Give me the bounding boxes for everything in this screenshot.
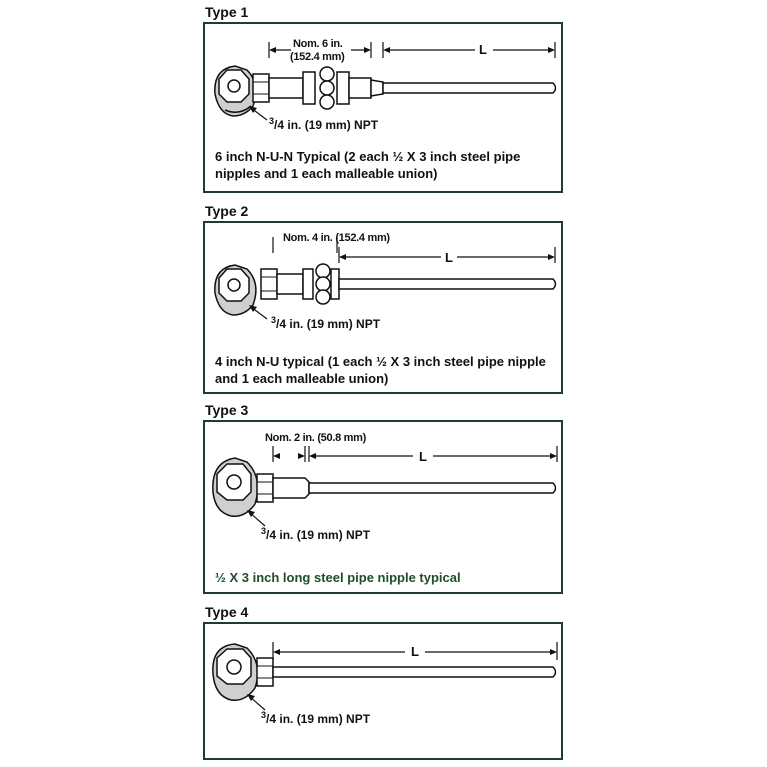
pipe-nipple-2	[349, 78, 371, 98]
type-2-nominal-line1: Nom. 4 in. (152.4 mm)	[283, 232, 390, 244]
connection-head-icon	[213, 644, 258, 700]
union-icon	[303, 67, 349, 109]
type-3-nominal-line1: Nom. 2 in. (50.8 mm)	[265, 432, 366, 444]
type-1-panel	[203, 22, 563, 193]
hex-fitting	[257, 658, 273, 686]
type-4-panel	[203, 622, 563, 760]
type-3-title: Type 3	[205, 402, 249, 418]
type-2-title: Type 2	[205, 203, 249, 219]
type-3-length-label: L	[419, 449, 427, 464]
hex-fitting	[261, 269, 277, 299]
type-2-description: 4 inch N-U typical (1 each ½ X 3 inch steel pipe nipple and 1 each malleable union)	[215, 354, 546, 386]
connection-head-icon	[215, 265, 256, 315]
sheath	[339, 279, 556, 289]
union-icon	[303, 264, 339, 304]
pipe-nipple	[277, 274, 303, 294]
type-1-npt-label: $^3$/4 in. (19 mm) NPT	[269, 116, 379, 132]
type-1-nominal-line1: Nom. 6 in.	[293, 38, 343, 50]
sheath	[309, 483, 556, 493]
type-3-description: ½ X 3 inch long steel pipe nipple typical	[215, 570, 461, 585]
type-1-nominal-line2: (152.4 mm)	[290, 51, 345, 63]
sheath	[273, 667, 556, 677]
pipe-nipple	[273, 478, 309, 498]
hex-fitting	[253, 74, 269, 102]
sheath	[383, 83, 556, 93]
type-3-npt-label: $^3$/4 in. (19 mm) NPT	[261, 526, 371, 542]
type-3-panel	[203, 420, 563, 594]
type-2-npt-label: $^3$/4 in. (19 mm) NPT	[271, 315, 381, 331]
type-4-npt-label: $^3$/4 in. (19 mm) NPT	[261, 710, 371, 726]
connection-head-icon	[213, 458, 258, 516]
type-4-title: Type 4	[205, 604, 249, 620]
type-4-length-label: L	[411, 644, 419, 659]
type-1-length-label: L	[479, 42, 487, 57]
type-4-assembly-drawing	[205, 624, 565, 762]
type-2-panel	[203, 221, 563, 394]
connection-head-icon	[215, 66, 256, 116]
type-1-title: Type 1	[205, 4, 249, 20]
hex-fitting	[257, 474, 273, 502]
type-1-description: 6 inch N-U-N Typical (2 each ½ X 3 inch steel pipe nipples and 1 each malleable union)	[215, 149, 521, 181]
pipe-nipple-1	[269, 78, 303, 98]
type-2-length-label: L	[445, 250, 453, 265]
